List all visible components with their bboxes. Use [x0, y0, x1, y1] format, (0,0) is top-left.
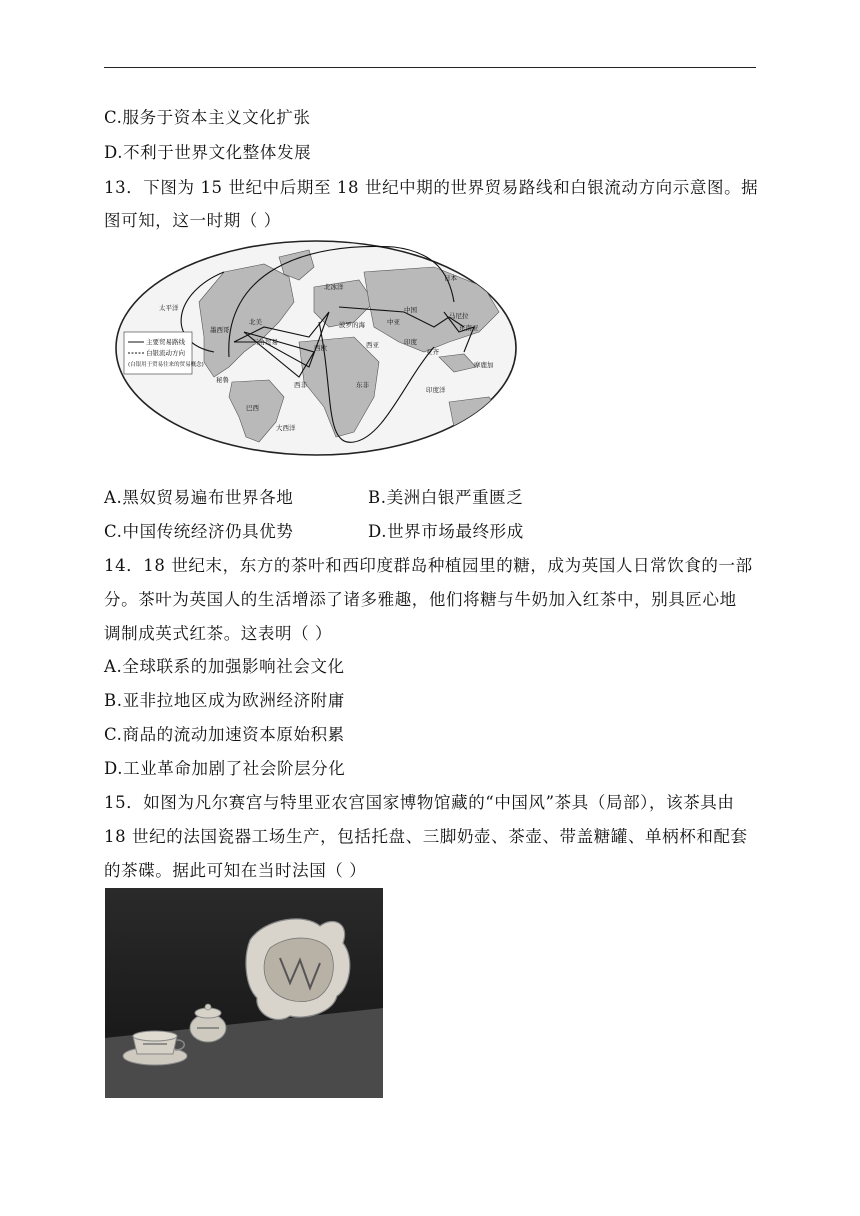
- q14-option-a: A.全球联系的加强影响社会文化: [104, 657, 345, 676]
- q13-option-c: C.中国传统经济仍具优势: [104, 522, 294, 541]
- label-baltic: 波罗的海: [339, 321, 365, 329]
- tea-set-photo: [105, 888, 383, 1098]
- label-pacific: 太平洋: [159, 304, 179, 312]
- label-central-asia: 中亚: [387, 318, 400, 326]
- landmass-australia: [449, 397, 502, 432]
- q13-stem-line2: 图可知，这一时期（ ）: [104, 211, 281, 230]
- q14-option-d: D.工业革命加剧了社会阶层分化: [104, 759, 346, 778]
- q12-option-d: D.不利于世界文化整体发展: [104, 143, 312, 162]
- q13-option-a: A.黑奴贸易遍布世界各地: [104, 488, 294, 507]
- label-southeast-asia: 东南亚: [459, 324, 479, 332]
- label-india: 印度: [404, 338, 417, 346]
- label-brazil: 巴西: [246, 404, 259, 412]
- q15-stem-line1: 15．如图为凡尔赛宫与特里亚农宫国家博物馆藏的“中国风”茶具（局部），该茶具由: [104, 793, 735, 812]
- tea-set-illustration: [105, 888, 383, 1098]
- q13-option-d: D.世界市场最终形成: [368, 522, 524, 541]
- legend-silver-note: (白银用于贸易往来的贸易概念): [128, 362, 204, 368]
- header-rule: [104, 67, 756, 68]
- label-east-africa: 东非: [356, 381, 369, 389]
- legend-silver-flow: 白银流动方向: [146, 349, 185, 357]
- label-west-africa: 西非: [294, 381, 307, 389]
- q13-option-b: B.美洲白银严重匮乏: [368, 488, 524, 507]
- legend-trade-route: 主要贸易路线: [146, 338, 185, 346]
- q14-option-c: C.商品的流动加速资本原始积累: [104, 725, 345, 744]
- q15-stem-line2: 18 世纪的法国瓷器工场生产，包括托盘、三脚奶壶、茶壶、带盖糖罐、单柄杯和配套: [104, 827, 748, 846]
- label-western-europe: 西欧: [314, 344, 327, 352]
- q14-stem-line3: 调制成英式红茶。这表明（ ）: [104, 624, 333, 643]
- q12-option-c: C.服务于资本主义文化扩张: [104, 108, 311, 127]
- label-west-asia: 西亚: [366, 341, 379, 349]
- q14-stem-line2: 分。茶叶为英国人的生活增添了诸多雅趣，他们将糖与牛奶加入红茶中，别具匠心地: [104, 590, 737, 609]
- q15-stem-line3: 的茶碟。据此可知在当时法国（ ）: [104, 861, 367, 880]
- label-arctic: 北冰洋: [324, 283, 344, 291]
- world-map-svg: [104, 232, 524, 464]
- q14-option-b: B.亚非拉地区成为欧洲经济附庸: [104, 691, 345, 710]
- label-north-america: 北美: [249, 318, 262, 326]
- label-indian-ocean: 印度洋: [426, 386, 446, 394]
- label-japan: 日本: [444, 274, 457, 282]
- q13-stem-line1: 13．下图为 15 世纪中后期至 18 世纪中期的世界贸易路线和白银流动方向示意图。据: [104, 178, 759, 197]
- trade-route-map: [104, 232, 524, 464]
- label-south-asia-isles: 亚齐: [426, 348, 439, 356]
- label-china: 中国: [404, 306, 417, 314]
- label-mexico: 墨西哥: [210, 326, 230, 334]
- label-atlantic: 大西洋: [276, 424, 296, 432]
- label-oceania-spice: 摩鹿加: [474, 361, 494, 369]
- label-manila: 马尼拉: [449, 312, 469, 320]
- label-caribbean: 三角贸易: [252, 338, 278, 346]
- label-peru: 秘鲁: [216, 376, 229, 384]
- q14-stem-line1: 14．18 世纪末，东方的茶叶和西印度群岛种植园里的糖，成为英国人日常饮食的一部: [104, 556, 753, 575]
